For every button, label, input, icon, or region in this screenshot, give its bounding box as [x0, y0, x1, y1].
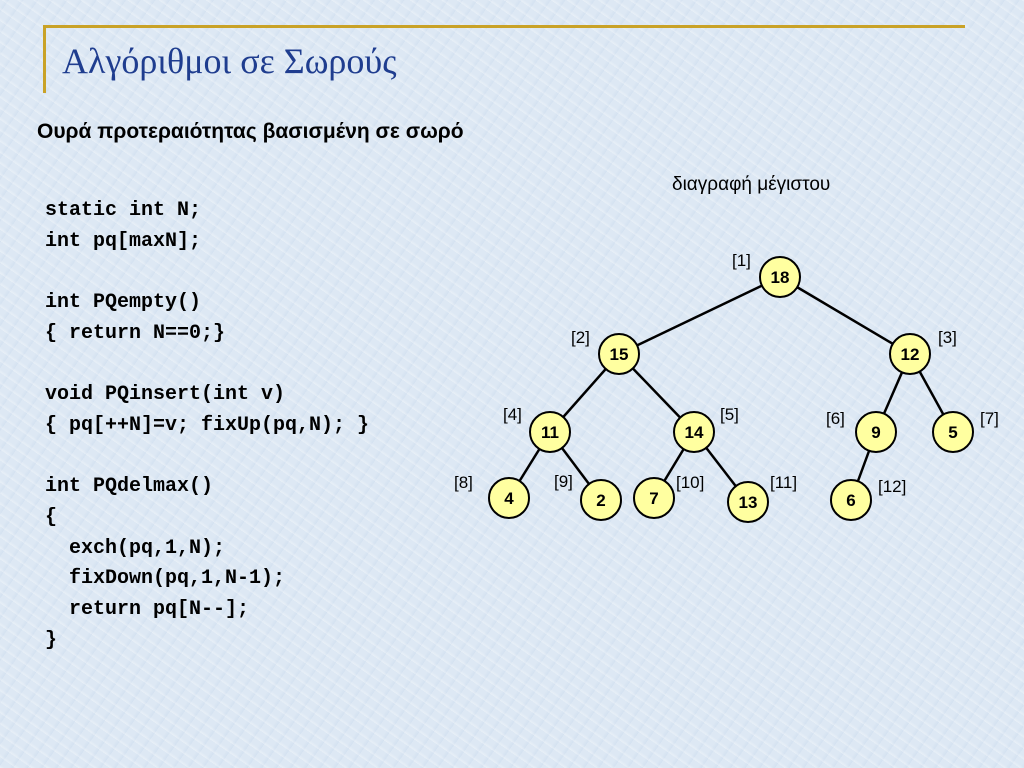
code-line: { pq[++N]=v; fixUp(pq,N); }	[45, 413, 370, 437]
heap-node	[503, 405, 570, 452]
heap-node-value: 14	[684, 423, 704, 442]
heap-node-value: 5	[948, 423, 958, 442]
heap-index-label: [8]	[454, 473, 473, 492]
heap-index-label: [4]	[503, 405, 522, 424]
node-layer	[454, 251, 999, 522]
code-line: static int N;	[45, 199, 202, 222]
heap-node-value: 2	[596, 491, 606, 510]
heap-index-label: [12]	[878, 477, 907, 496]
tree-edge	[619, 277, 780, 354]
code-line: {	[45, 505, 58, 529]
code-line: int pq[maxN];	[45, 229, 202, 253]
code-line: fixDown(pq,1,N-1);	[45, 567, 286, 591]
heap-node-value: 12	[900, 345, 920, 364]
heap-index-label: [1]	[732, 251, 751, 270]
heap-node	[571, 328, 639, 374]
code-line: return pq[N--];	[45, 597, 250, 621]
edge-layer	[509, 277, 953, 502]
slide-title: Αλγόριθμοι σε Σωρούς	[62, 41, 397, 81]
slide-subtitle: Ουρά προτεραιότητας βασισμένη σε σωρό	[37, 120, 464, 143]
heap-index-label: [11]	[770, 473, 798, 492]
code-line: }	[45, 628, 58, 652]
heap-index-label: [7]	[980, 409, 999, 428]
heap-node-value: 15	[609, 345, 629, 364]
heap-node-value: 11	[541, 423, 559, 442]
heap-node-value: 4	[504, 489, 514, 508]
heap-node-value: 13	[738, 493, 758, 512]
heap-node	[890, 328, 957, 374]
heap-node	[634, 473, 704, 518]
heap-index-label: [9]	[554, 472, 573, 491]
heap-node	[554, 472, 621, 520]
heap-index-label: [6]	[826, 409, 845, 428]
tree-edge	[780, 277, 910, 354]
code-line: int PQdelmax()	[45, 475, 214, 499]
code-line: { return N==0;}	[45, 321, 226, 345]
heap-node	[831, 477, 906, 520]
heap-node	[674, 405, 739, 452]
heap-node	[826, 409, 896, 452]
heap-node-value: 18	[770, 268, 790, 287]
heap-node-value: 9	[871, 423, 881, 442]
heap-index-label: [5]	[720, 405, 739, 424]
heap-node	[933, 409, 999, 452]
heap-node-value: 7	[649, 489, 659, 508]
heap-node-value: 6	[846, 491, 856, 510]
code-line: int PQempty()	[45, 291, 202, 315]
code-line: void PQinsert(int v)	[45, 383, 286, 407]
heap-index-label: [10]	[676, 473, 705, 492]
heap-node	[728, 473, 797, 522]
heap-index-label: [3]	[938, 328, 957, 347]
operation-label: διαγραφή μέγιστου	[672, 174, 831, 195]
heap-node	[454, 473, 529, 518]
heap-index-label: [2]	[571, 328, 590, 347]
code-line: exch(pq,1,N);	[45, 536, 226, 560]
heap-node	[732, 251, 800, 297]
